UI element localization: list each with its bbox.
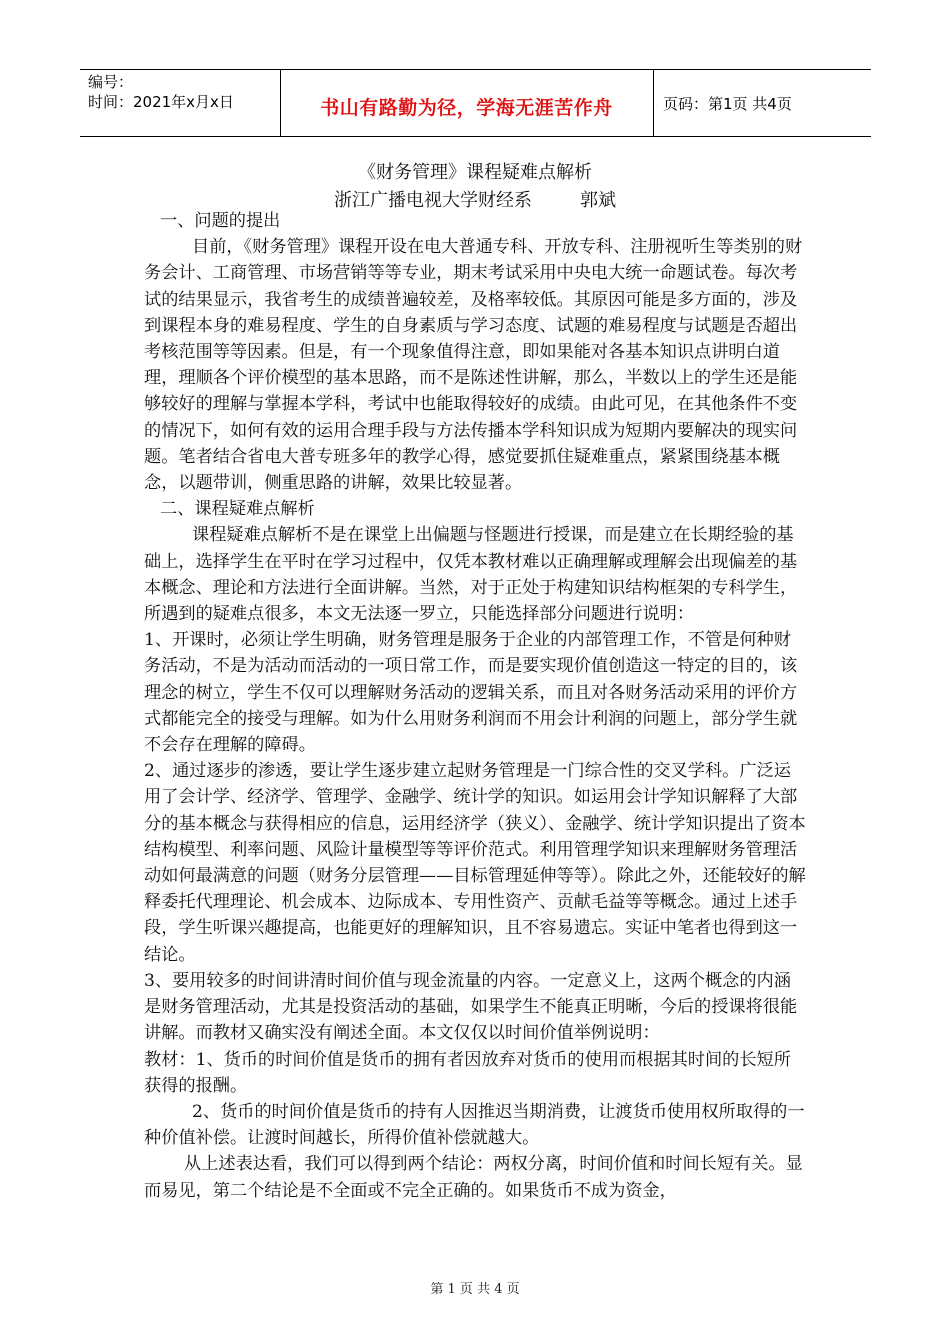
paragraph: 3、要用较多的时间讲清时间价值与现金流量的内容。一定意义上，这两个概念的内涵是财务管理活动，尤其是投资活动的基础，如果学生不能真正明晰，今后的授课将很能讲解。而教材又确实没有阐述全面。本文仅仅以时间价值举例说明： <box>144 970 798 1044</box>
paragraph: 从上述表达看，我们可以得到两个结论：两权分离，时间价值和时间长短有关。显而易见，第二个结论是不全面或不完全正确的。如果货币不成为资金， <box>144 1154 803 1201</box>
header-motto-cell <box>280 70 654 136</box>
paragraph: 二、课程疑难点解析 <box>160 499 315 520</box>
paragraph: 2、货币的时间价值是货币的持有人因推迟当期消费，让渡货币使用权所取得的一种价值补偿。让渡时间越长，所得价值补偿就越大。 <box>144 1101 805 1149</box>
number-label: 编号： <box>88 73 134 91</box>
document-title: 《财务管理》课程疑难点解析 <box>358 162 592 183</box>
page-footer: 第 1 页 共 4 页 <box>430 1282 520 1297</box>
paragraph: 2、通过逐步的渗透，要让学生逐步建立起财务管理是一门综合性的交叉学科。广泛运用了会计学、经济学、管理学、金融学、统计学的知识。如运用会计学知识解释了大部分的基本概念与获得相应的信息，运用经济学（狭义）、金融学、统计学知识提出了资本结构模型、利率问题、风险计量模型等等评价范式。利用管理学知识来理解财务管理活动如何最满意的问题（财务分层管理——目标管理延伸等等）。除此之外，还能较好的解释委托代理理论、机会成本、边际成本、专用性资产、贡献毛益等等概念。通过上述手段，学生听课兴趣提高，也能更好的理解知识，且不容易遗忘。实证中笔者也得到这一结论。 <box>144 761 806 965</box>
paragraph: 教材：1、货币的时间价值是货币的拥有者因放弃对货币的使用而根据其时间的长短所获得的报酬。 <box>144 1049 791 1096</box>
motto: 书山有路勤为径，学海无涯苦作舟 <box>320 97 613 119</box>
institution: 浙江广播电视大学财经系 <box>334 190 532 211</box>
paragraph: 1、开课时，必须让学生明确，财务管理是服务于企业的内部管理工作，不管是何种财务活动，不是为活动而活动的一项日常工作，而是要实现价值创造这一特定的目的，该理念的树立，学生不仅可以理解财务活动的逻辑关系，而且对各财务活动采用的评价方式都能完全的接受与理解。如为什么用财务利润而不用会计利润的问题上，部分学生就不会存在理解的障碍。 <box>144 630 798 756</box>
date-label: 时间：2021年x月x日 <box>88 93 234 111</box>
paragraph: 一、问题的提出 <box>160 211 281 231</box>
header-meta-cell <box>80 70 281 136</box>
document-body <box>144 208 808 1204</box>
paragraph: 目前，《财务管理》课程开设在电大普通专科、开放专科、注册视听生等类别的财务会计、工商管理、市场营销等等专业，期末考试采用中央电大统一命题试卷。每次考试的结果显示，我省考生的成绩普遍较差，及格率较低。其原因可能是多方面的，涉及到课程本身的难易程度、学生的自身素质与学习态度、试题的难易程度与试题是否超出考核范围等等因素。但是，有一个现象值得注意，即如果能对各基本知识点讲明白道理，理顺各个评价模型的基本思路，而不是陈述性讲解，那么，半数以上的学生还是能够较好的理解与掌握本学科，考试中也能取得较好的成绩。由此可见，在其他条件不变的情况下，如何有效的运用合理手段与方法传播本学科知识成为短期内要解决的现实问题。笔者结合省电大普专班多年的教学心得，感觉要抓住疑难重点，紧紧围绕基本概念，以题带训，侧重思路的讲解，效果比较显著。 <box>144 237 803 494</box>
page-info: 页码：第1页 共4页 <box>663 95 792 113</box>
header-table <box>80 69 871 137</box>
author: 郭斌 <box>580 190 616 211</box>
paragraph: 课程疑难点解析不是在课堂上出偏题与怪题进行授课，而是建立在长期经验的基础上，选择学生在平时在学习过程中，仅凭本教材难以正确理解或理解会出现偏差的基本概念、理论和方法进行全面讲解。当然，对于正处于构建知识结构框架的专科学生，所遇到的疑难点很多，本文无法逐一罗立，只能选择部分问题进行说明： <box>144 525 798 625</box>
header-page-cell <box>653 70 871 136</box>
